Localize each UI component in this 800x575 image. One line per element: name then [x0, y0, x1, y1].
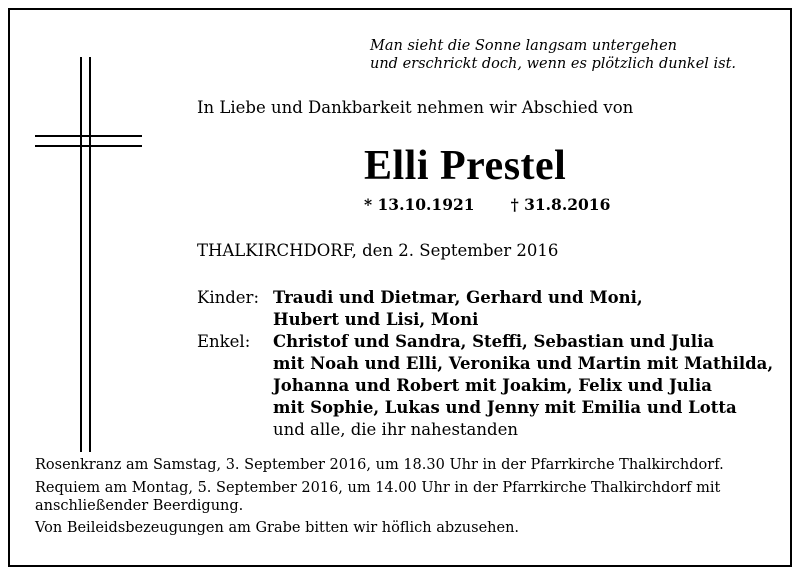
children-line: Hubert und Lisi, Moni [273, 310, 479, 329]
grandchildren-line: mit Sophie, Lukas und Jenny mit Emilia und Lotta [273, 398, 737, 417]
intro-text: In Liebe und Dankbarkeit nehmen wir Abschied von [197, 98, 634, 117]
requiem-notice [35, 479, 775, 515]
rosary-notice: Rosenkranz am Samstag, 3. September 2016, um 18.30 Uhr in der Pfarrkirche Thalkirchdorf. [35, 457, 724, 473]
cross-vertical-beam [80, 57, 91, 452]
grandchildren-line: Christof und Sandra, Steffi, Sebastian und Julia [273, 332, 715, 351]
family-list [197, 287, 773, 441]
children-line: Traudi und Dietmar, Gerhard und Moni, [273, 288, 643, 307]
children-names [273, 287, 643, 331]
deceased-name: Elli Prestel [364, 143, 567, 189]
birth-date: * 13.10.1921 [364, 195, 475, 214]
grandchildren-line: mit Noah und Elli, Veronika und Martin mit Mathilda, [273, 354, 774, 373]
requiem-line-1: Requiem am Montag, 5. September 2016, um 14.00 Uhr in der Pfarrkirche Thalkirchdorf mit [35, 480, 721, 496]
grandchildren-line: Johanna und Robert mit Joakim, Felix und Julia [273, 376, 712, 395]
grandchildren-row [197, 331, 773, 419]
service-notices [35, 456, 775, 542]
place-and-date: THALKIRCHDORF, den 2. September 2016 [197, 241, 559, 260]
family-closing: und alle, die ihr nahestanden [273, 420, 518, 439]
grandchildren-names [273, 331, 773, 419]
requiem-line-2: anschließender Beerdigung. [35, 498, 244, 514]
motto-line-2: und erschrickt doch, wenn es plötzlich dunkel ist. [370, 56, 737, 72]
motto-line-1: Man sieht die Sonne langsam untergehen [370, 38, 677, 54]
life-dates [364, 194, 610, 216]
children-row [197, 287, 773, 331]
death-date: † 31.8.2016 [510, 195, 611, 214]
cross-horizontal-beam [35, 135, 142, 147]
condolences-notice: Von Beileidsbezeugungen am Grabe bitten wir höflich abzusehen. [35, 520, 520, 536]
motto-quote [370, 37, 770, 73]
grandchildren-label: Enkel: [197, 332, 251, 351]
children-label: Kinder: [197, 288, 260, 307]
